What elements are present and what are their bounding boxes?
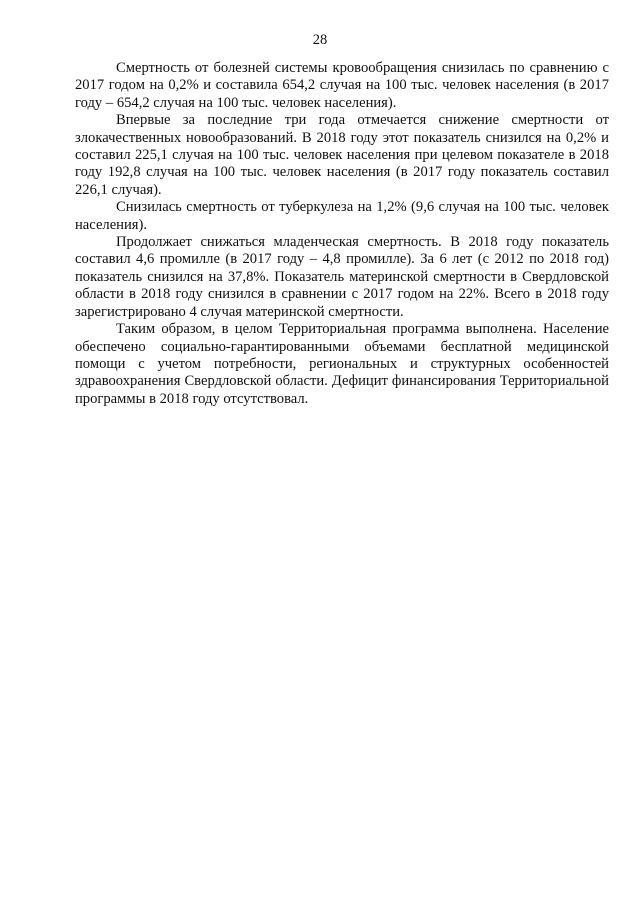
document-body <box>75 60 609 408</box>
paragraph-program-conclusion: Таким образом, в целом Территориальная программа выполнена. Население обеспечено социально-гарантированными объемами бесплатной медицинской помощи с учетом потребности, региональных и структурных особенностей здравоохранения Свердловской области. Дефицит финансирования Территориальной программы в 2018 году отсутствовал. <box>75 321 609 407</box>
paragraph-cardiovascular-mortality: Смертность от болезней системы кровообращения снизилась по сравнению с 2017 годом на 0,2% и составила 654,2 случая на 100 тыс. человек населения (в 2017 году – 654,2 случая на 100 тыс. человек населения). <box>75 60 609 111</box>
paragraph-tuberculosis-mortality: Снизилась смертность от туберкулеза на 1,2% (9,6 случая на 100 тыс. человек населения). <box>75 199 609 233</box>
paragraph-infant-maternal-mortality: Продолжает снижаться младенческая смертность. В 2018 году показатель составил 4,6 промилле (в 2017 году – 4,8 промилле). За 6 лет (с 2012 по 2018 год) показатель снизился на 37,8%. Показатель материнской смертности в Свердловской области в 2018 году снизился в сравнении с 2017 годом на 22%. Всего в 2018 году зарегистрировано 4 случая материнской смертности. <box>75 234 609 320</box>
paragraph-oncology-mortality: Впервые за последние три года отмечается снижение смертности от злокачественных новообразований. В 2018 году этот показатель снизился на 0,2% и составил 225,1 случая на 100 тыс. человек населения при целевом показателе в 2018 году 192,8 случая на 100 тыс. человек населения (в 2017 году показатель составил 226,1 случая). <box>75 112 609 198</box>
page-number: 28 <box>312 32 328 48</box>
